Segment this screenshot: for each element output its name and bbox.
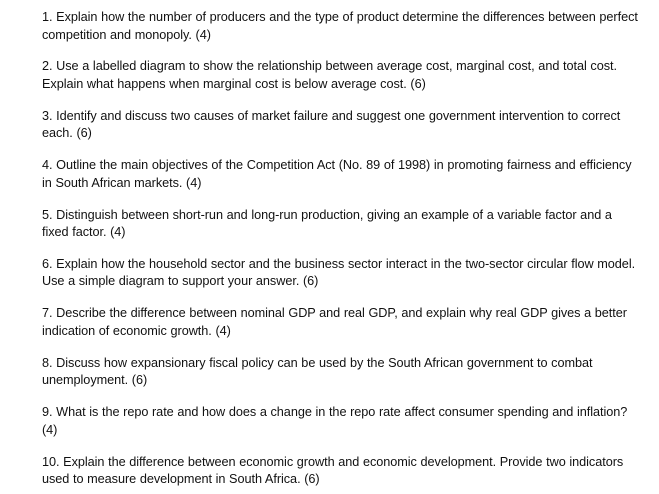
question-5: 5. Distinguish between short-run and long-run production, giving an example of a variable factor and a fixed factor. (4) xyxy=(42,207,612,240)
question-1: 1. Explain how the number of producers and the type of product determine the differences between perfect competition and monopoly. (4) xyxy=(42,10,638,42)
question-2: 2. Use a labelled diagram to show the relationship between average cost, marginal cost, and total cost. Explain what happens when marginal cost is below average cost. (6) xyxy=(42,59,617,91)
question-3: 3. Identify and discuss two causes of market failure and suggest one government intervention to correct each. (6) xyxy=(42,108,621,141)
question-9: 9. What is the repo rate and how does a change in the repo rate affect consumer spending and inflation? (4) xyxy=(42,405,628,437)
question-4: 4. Outline the main objectives of the Competition Act (No. 89 of 1998) in promoting fairness and efficiency in South African markets. (4) xyxy=(42,158,632,190)
question-7: 7. Describe the difference between nominal GDP and real GDP, and explain why real GDP gives a better indication of economic growth. (4) xyxy=(42,306,627,338)
question-8: 8. Discuss how expansionary fiscal policy can be used by the South African government to combat unemployment. (6) xyxy=(42,355,593,388)
question-10: 10. Explain the difference between economic growth and economic development. Provide two indicators used to measure development in South Africa. (6) xyxy=(42,454,624,487)
question-6: 6. Explain how the household sector and the business sector interact in the two-sector circular flow model. Use a simple diagram to support your answer. (6) xyxy=(42,256,636,289)
